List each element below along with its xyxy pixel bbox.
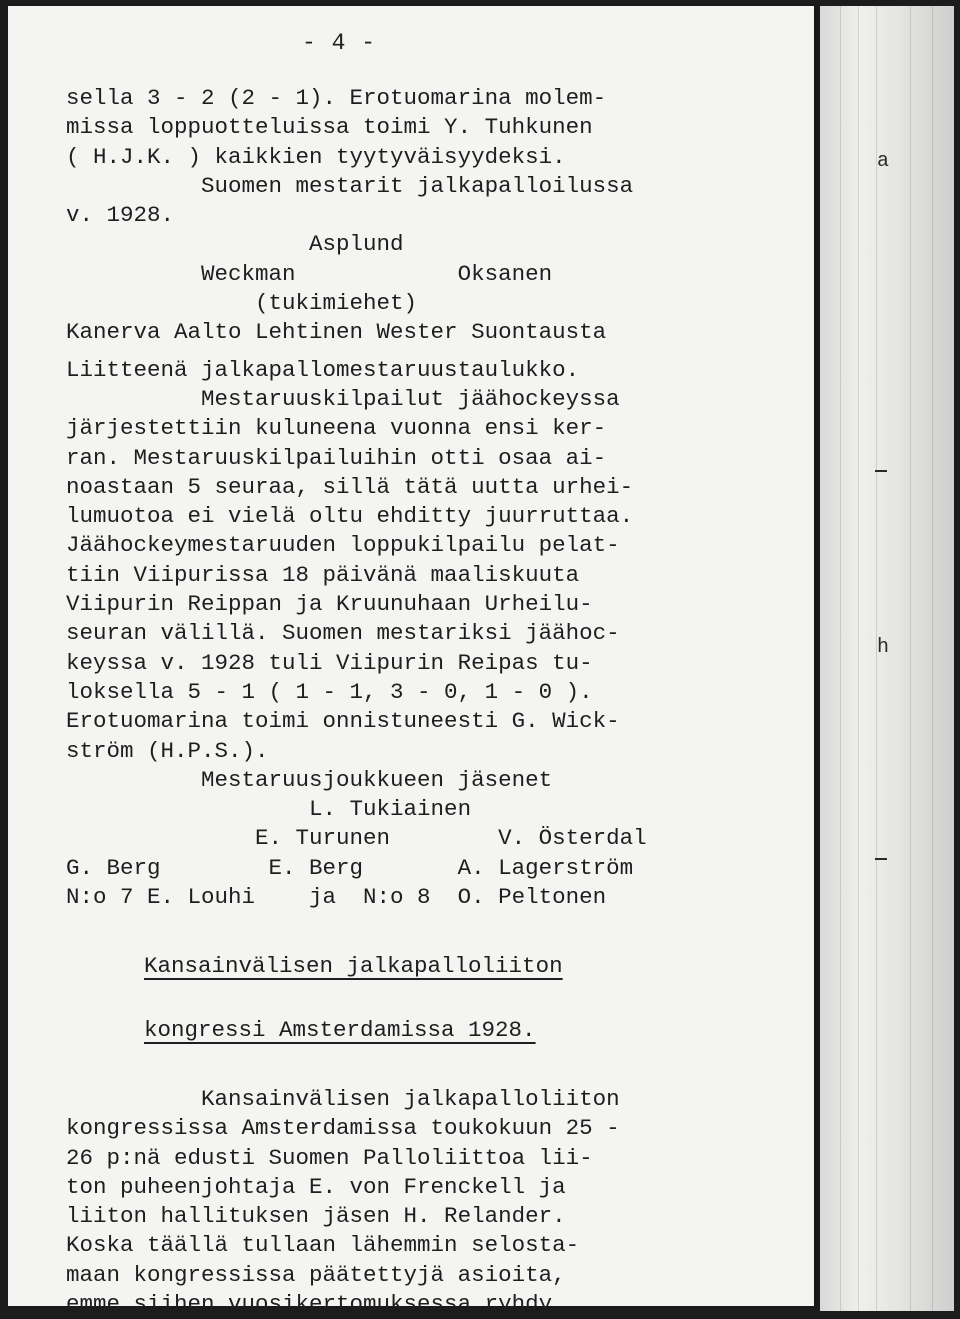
page-number: - 4 - — [302, 30, 377, 56]
text-line: L. Tukiainen — [66, 796, 472, 823]
text-line: ström (H.P.S.). — [66, 737, 269, 764]
spacer — [66, 1045, 806, 1085]
text-line: tiin Viipurissa 18 päivänä maaliskuuta — [66, 561, 580, 588]
text-line: Kanerva Aalto Lehtinen Wester Suontausta — [66, 319, 607, 346]
body-bottom — [66, 1085, 806, 1319]
text-line: v. 1928. — [66, 202, 175, 229]
text-line: sella 3 - 2 (2 - 1). Erotuomarina molem- — [66, 85, 607, 111]
document-body — [66, 84, 806, 1319]
text-line: Asplund — [66, 231, 404, 258]
edge-dash-2 — [875, 858, 887, 860]
spacer — [144, 982, 806, 1016]
edge-letter-h: h — [877, 636, 890, 659]
text-line: lumuotoa ei vielä oltu ehditty juurruttaa. — [66, 503, 634, 530]
text-line: loksella 5 - 1 ( 1 - 1, 3 - 0, 1 - 0 ). — [66, 678, 593, 705]
text-line: järjestettiin kuluneena vuonna ensi ker- — [66, 415, 607, 442]
text-line: maan kongressissa päätettyjä asioita, — [66, 1261, 566, 1288]
section-heading — [66, 952, 806, 1045]
text-line: emme siihen vuosikertomuksessa ryhdy. — [66, 1290, 566, 1317]
text-line: seuran välillä. Suomen mestariksi jäähoc- — [66, 620, 620, 647]
text-line: Mestaruuskilpailut jäähockeyssa — [66, 385, 620, 412]
text-line: Mestaruusjoukkueen jäsenet — [66, 766, 553, 793]
text-line: G. Berg E. Berg A. Lagerström — [66, 854, 634, 881]
body-top — [66, 84, 806, 912]
heading-line-1: Kansainvälisen jalkapalloliiton — [144, 953, 563, 980]
text-line: (tukimiehet) — [66, 290, 418, 317]
text-line: Liitteenä jalkapallomestaruustaulukko. — [66, 356, 580, 383]
text-line: Koska täällä tullaan lähemmin selosta- — [66, 1232, 580, 1259]
text-line: missa loppuotteluissa toimi Y. Tuhkunen — [66, 114, 593, 141]
text-line: noastaan 5 seuraa, sillä tätä uutta urhei- — [66, 473, 634, 500]
text-line: ton puheenjohtaja E. von Frenckell ja — [66, 1173, 566, 1200]
text-line: Kansainvälisen jalkapalloliiton — [66, 1085, 620, 1112]
edge-letter-a: a — [877, 150, 890, 173]
text-line: Jäähockeymestaruuden loppukilpailu pelat- — [66, 532, 620, 559]
text-line: Viipurin Reippan ja Kruunuhaan Urheilu- — [66, 591, 593, 618]
text-line: kongressissa Amsterdamissa toukokuun 25 - — [66, 1115, 620, 1142]
spacer — [66, 912, 806, 952]
text-line: Erotuomarina toimi onnistuneesti G. Wick- — [66, 708, 620, 735]
text-line: ( H.J.K. ) kaikkien tyytyväisyydeksi. — [66, 143, 566, 170]
text-line: N:o 7 E. Louhi ja N:o 8 O. Peltonen — [66, 884, 607, 911]
text-line: liiton hallituksen jäsen H. Relander. — [66, 1203, 566, 1230]
text-line: E. Turunen V. Österdal — [66, 825, 647, 852]
edge-dash-1 — [875, 470, 887, 472]
text-line: ran. Mestaruuskilpailuihin otti osaa ai- — [66, 444, 607, 471]
text-line: keyssa v. 1928 tuli Viipurin Reipas tu- — [66, 649, 593, 676]
text-line: Weckman Oksanen — [66, 260, 553, 287]
text-line: 26 p:nä edusti Suomen Palloliittoa lii- — [66, 1144, 593, 1171]
text-line: Suomen mestarit jalkapalloilussa — [66, 172, 634, 199]
heading-line-2: kongressi Amsterdamissa 1928. — [144, 1016, 536, 1043]
